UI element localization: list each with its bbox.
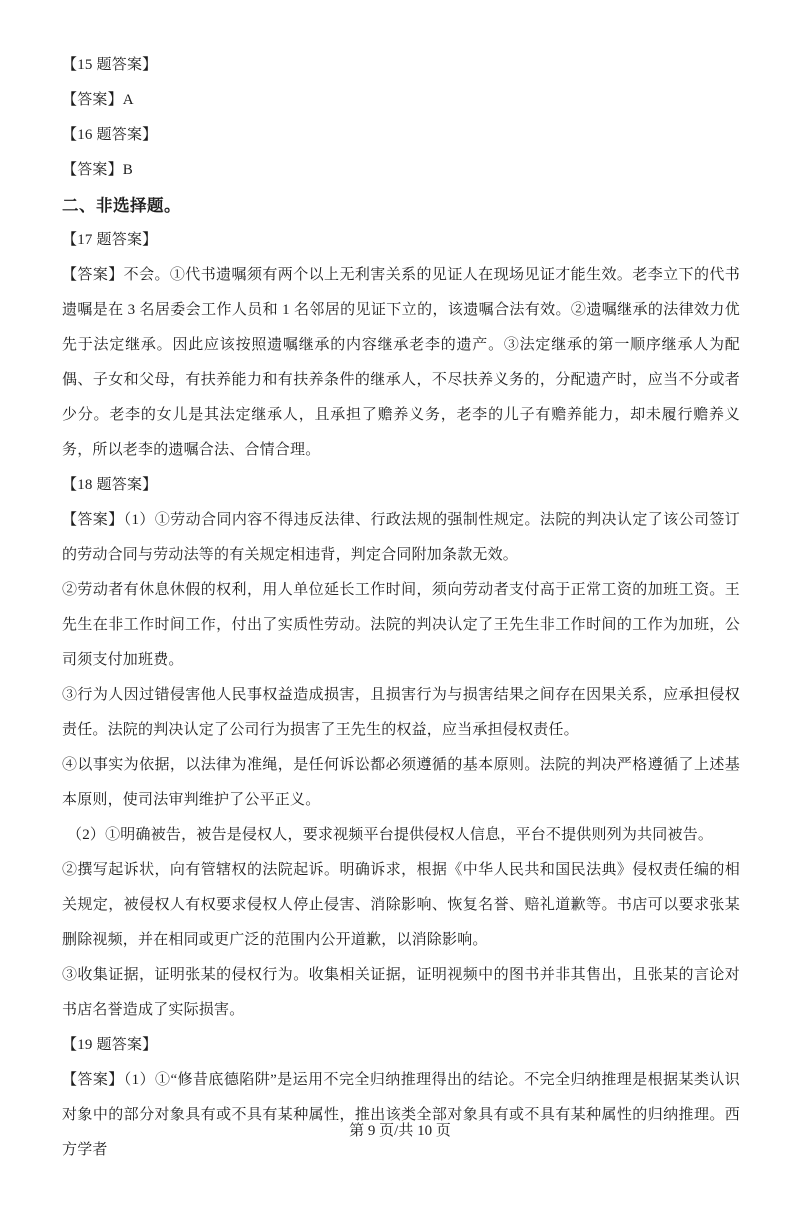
question-18-answer-part1-point4: ④以事实为依据，以法律为准绳，是任何诉讼都必须遵循的基本原则。法院的判决严格遵循了上述基本原则，使司法审判维护了公平正义。: [62, 757, 740, 808]
question-18-answer-part1-point1: 【答案】（1）①劳动合同内容不得违反法律、行政法规的强制性规定。法院的判决认定了该公司签订的劳动合同与劳动法等的有关规定相违背，判定合同附加条款无效。: [62, 512, 740, 563]
question-15-header: 【15 题答案】: [62, 57, 158, 73]
question-18-header: 【18 题答案】: [62, 477, 158, 493]
question-18-answer-part1-point3: ③行为人因过错侵害他人民事权益造成损害，且损害行为与损害结果之间存在因果关系，应承担侵权责任。法院的判决认定了公司行为损害了王先生的权益，应当承担侵权责任。: [62, 687, 740, 738]
question-16-header: 【16 题答案】: [62, 127, 158, 143]
question-18-answer-part2-point2: ②撰写起诉状，向有管辖权的法院起诉。明确诉求，根据《中华人民共和国民法典》侵权责任编的相关规定，被侵权人有权要求侵权人停止侵害、消除影响、恢复名誉、赔礼道歉等。书店可以要求张某删除视频，并在相同或更广泛的范围内公开道歉，以消除影响。: [62, 862, 740, 948]
question-18-answer-part1-point2: ②劳动者有休息休假的权利，用人单位延长工作时间，须向劳动者支付高于正常工资的加班工资。王先生在非工作时间工作，付出了实质性劳动。法院的判决认定了王先生非工作时间的工作为加班，公司须支付加班费。: [62, 582, 740, 668]
section-title-non-choice: 二、非选择题。: [62, 196, 181, 215]
question-17-header: 【17 题答案】: [62, 232, 158, 248]
question-16-answer: 【答案】B: [62, 162, 134, 178]
question-15-answer: 【答案】A: [62, 92, 134, 108]
question-19-answer: 【答案】（1）①“修昔底德陷阱”是运用不完全归纳推理得出的结论。不完全归纳推理是根据某类认识对象中的部分对象具有或不具有某种属性，推出该类全部对象具有或不具有某种属性的归纳推理。西方学者: [62, 1072, 740, 1158]
page-number-footer: 第 9 页/共 10 页: [349, 1123, 451, 1139]
question-17-answer: 【答案】不会。①代书遗嘱须有两个以上无利害关系的见证人在现场见证才能生效。老李立下的代书遗嘱是在 3 名居委会工作人员和 1 名邻居的见证下立的，该遗嘱合法有效。②遗嘱继承的法律效力优先于法定继承。因此应该按照遗嘱继承的内容继承老李的遗产。③法定继承的第一顺序继承人为配偶、子女和父母，有扶养能力和有扶养条件的继承人，不尽扶养义务的，分配遗产时，应当不分或者少分。老李的女儿是其法定继承人，且承担了赡养义务，老李的儿子有赡养能力，却未履行赡养义务，所以老李的遗嘱合法、合情合理。: [62, 267, 740, 458]
question-19-header: 【19 题答案】: [62, 1037, 158, 1053]
question-18-answer-part2-point3: ③收集证据，证明张某的侵权行为。收集相关证据，证明视频中的图书并非其售出，且张某的言论对书店名誉造成了实际损害。: [62, 967, 740, 1018]
question-18-answer-part2-point1: （2）①明确被告，被告是侵权人，要求视频平台提供侵权人信息，平台不提供则列为共同被告。: [67, 827, 714, 843]
